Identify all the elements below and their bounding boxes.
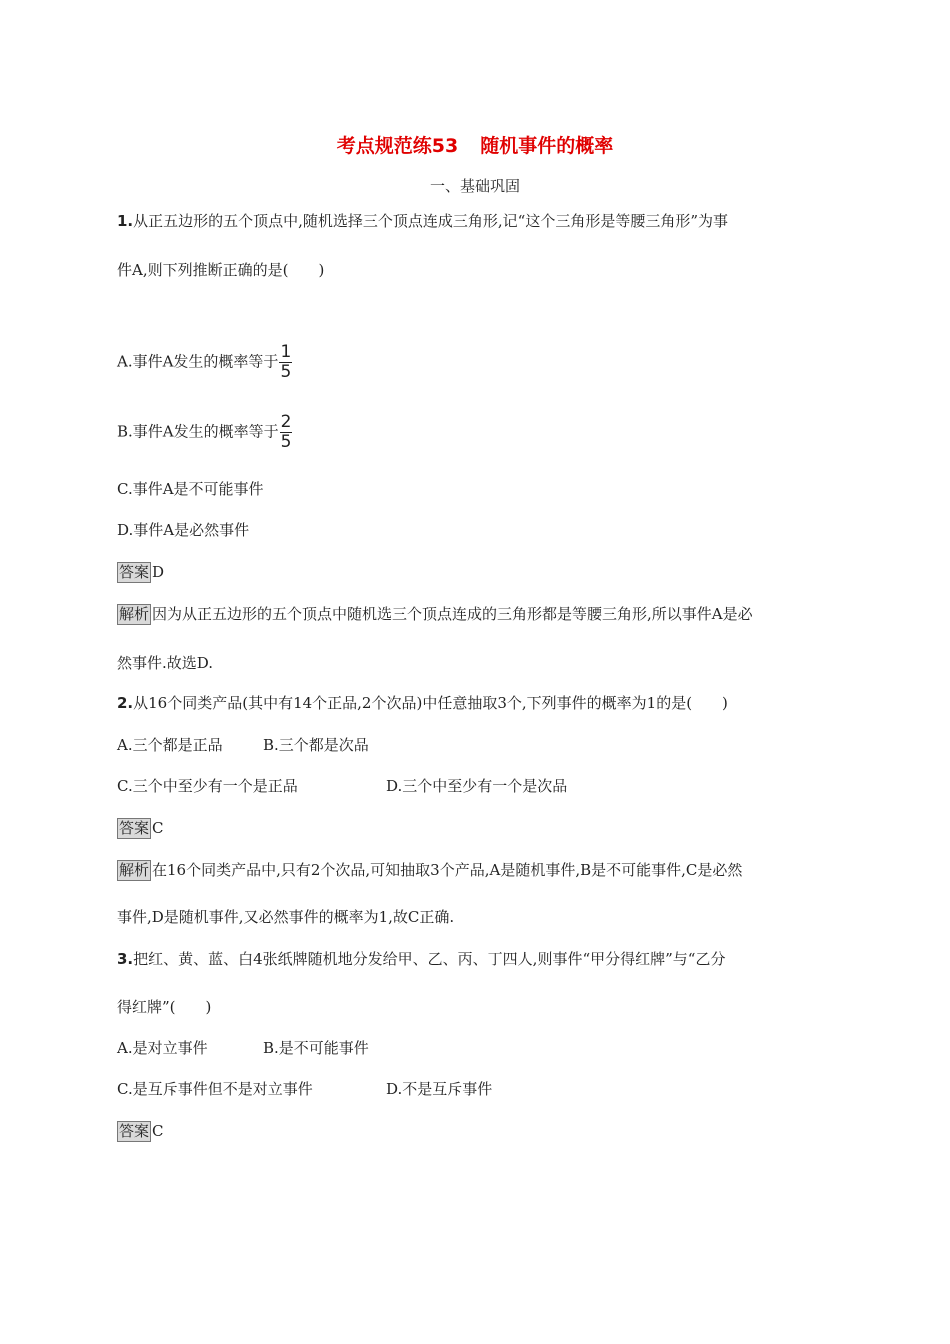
q3-option-c: C.是互斥事件但不是对立事件 bbox=[117, 1080, 313, 1098]
q1-option-a bbox=[117, 343, 292, 382]
q1-number: 1. bbox=[117, 212, 134, 230]
q1-text-1: 从正五边形的五个顶点中,随机选择三个顶点连成三角形,记“这个三角形是等腰三角形”为事 bbox=[133, 212, 729, 230]
q2-stem bbox=[117, 693, 728, 713]
answer-tag: 答案 bbox=[119, 563, 150, 581]
answer-value: C bbox=[152, 1122, 164, 1140]
q2-analysis-line1 bbox=[117, 860, 742, 881]
answer-value: C bbox=[152, 819, 164, 837]
q1-stem-line2: 件A,则下列推断正确的是( ) bbox=[117, 261, 325, 279]
answer-tag: 答案 bbox=[119, 819, 150, 837]
q2-options-row1 bbox=[117, 735, 223, 755]
q1-option-b-text: B.事件A发生的概率等于 bbox=[117, 422, 279, 441]
q2-option-d: D.三个中至少有一个是次品 bbox=[386, 777, 568, 795]
answer-tag: 答案 bbox=[119, 1122, 150, 1140]
fraction-numerator: 2 bbox=[280, 412, 292, 432]
q3-option-a: A.是对立事件 bbox=[117, 1039, 208, 1057]
fraction-denominator: 5 bbox=[280, 362, 292, 382]
analysis-tag: 解析 bbox=[119, 861, 150, 879]
analysis-tag: 解析 bbox=[119, 605, 150, 623]
q1-option-d: D.事件A是必然事件 bbox=[117, 521, 250, 539]
q3-option-d: D.不是互斥事件 bbox=[386, 1080, 493, 1098]
q1-option-c: C.事件A是不可能事件 bbox=[117, 480, 264, 498]
q1-answer bbox=[117, 562, 164, 583]
title-main: 考点规范练53 bbox=[336, 135, 459, 157]
q3-stem-line2: 得红牌”( ) bbox=[117, 998, 212, 1016]
fraction bbox=[280, 413, 293, 452]
answer-value: D bbox=[152, 563, 165, 581]
q1-analysis-line1 bbox=[117, 604, 753, 625]
page-title bbox=[0, 131, 950, 158]
fraction bbox=[279, 343, 292, 382]
q2-option-b: B.三个都是次品 bbox=[263, 736, 369, 754]
fraction-numerator: 1 bbox=[280, 342, 292, 362]
q3-option-b: B.是不可能事件 bbox=[263, 1039, 369, 1057]
q3-stem-line1 bbox=[117, 949, 725, 969]
q2-option-c: C.三个中至少有一个是正品 bbox=[117, 777, 298, 795]
q1-analysis-line2: 然事件.故选D. bbox=[117, 654, 214, 672]
title-sub: 随机事件的概率 bbox=[480, 135, 614, 157]
q2-option-a: A.三个都是正品 bbox=[117, 736, 223, 754]
q2-number: 2. bbox=[117, 694, 134, 712]
q2-analysis-line2: 事件,D是随机事件,又必然事件的概率为1,故C正确. bbox=[117, 908, 455, 926]
q2-answer bbox=[117, 818, 164, 839]
q1-stem-line1 bbox=[117, 211, 728, 231]
q3-text: 把红、黄、蓝、白4张纸牌随机地分发给甲、乙、丙、丁四人,则事件“甲分得红牌”与“乙分 bbox=[133, 950, 726, 968]
q3-answer bbox=[117, 1121, 164, 1142]
q1-option-b bbox=[117, 413, 292, 452]
q3-number: 3. bbox=[117, 950, 134, 968]
q1-analysis-text: 因为从正五边形的五个顶点中随机选三个顶点连成的三角形都是等腰三角形,所以事件A是必 bbox=[152, 605, 753, 623]
q2-analysis-text: 在16个同类产品中,只有2个次品,可知抽取3个产品,A是随机事件,B是不可能事件,C是必然 bbox=[152, 861, 743, 879]
q1-option-a-text: A.事件A发生的概率等于 bbox=[117, 352, 279, 371]
q2-text: 从16个同类产品(其中有14个正品,2个次品)中任意抽取3个,下列事件的概率为1的是( ) bbox=[133, 694, 728, 712]
fraction-denominator: 5 bbox=[280, 432, 292, 452]
section-heading: 一、基础巩固 bbox=[429, 177, 520, 195]
